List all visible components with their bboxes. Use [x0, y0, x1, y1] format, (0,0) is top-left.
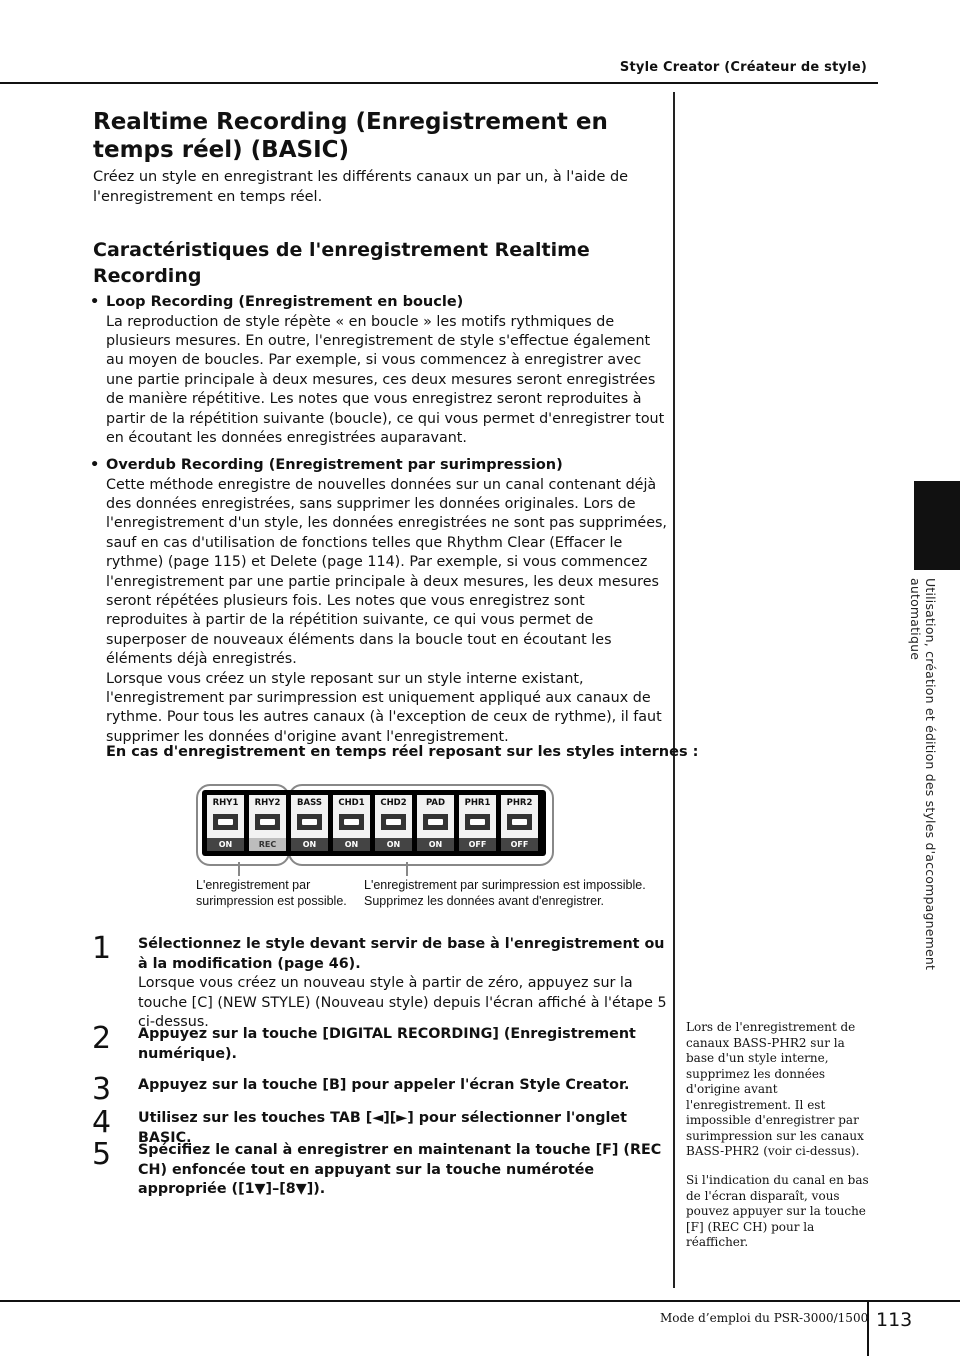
guitar-icon [339, 814, 364, 830]
channel-name: RHY1 [212, 798, 239, 808]
bullet-title: Loop Recording (Enregistrement en boucle) [106, 294, 464, 310]
page-title: Realtime Recording (Enregistrement en temps réel) (BASIC) [93, 109, 608, 163]
keyboard-icon [381, 814, 406, 830]
channel-name: PHR1 [464, 798, 491, 808]
bullet-dot-icon: • [90, 294, 100, 310]
chapter-tab-label: Utilisation, création et édition des styles d'accompagnement automatique [908, 578, 938, 971]
step-text: Appuyez sur la touche [DIGITAL RECORDING] (Enregistrement numérique). [138, 1026, 636, 1062]
page-number: 113 [876, 1309, 913, 1331]
channel-name: PAD [425, 798, 446, 808]
channel-state: OFF [459, 838, 496, 851]
step-text: Sélectionnez le style devant servir de base à l'enregistrement ou à la modification (page 46). [138, 936, 665, 972]
bullet-dot-icon: • [90, 457, 100, 473]
channel-state: ON [375, 838, 412, 851]
channel-state: OFF [501, 838, 538, 851]
intro-paragraph: Créez un style en enregistrant les différents canaux un par un, à l'aide de l'enregistrement en temps réel. [93, 169, 629, 205]
drum-icon [255, 814, 280, 830]
channel-name: CHD1 [338, 798, 365, 808]
channel-state: ON [207, 838, 244, 851]
step-text: Spécifiez le canal à enregistrer en maintenant la touche [F] (REC CH) enfoncée tout en appuyant sur la touche numérotée appropriée ([1▼]–[8▼]). [138, 1142, 662, 1197]
bullet-body: La reproduction de style répète « en boucle » les motifs rythmiques de plusieurs mesures. En outre, l'enregistrement de style s'effectue également au moyen de boucles. Par exemple, si vous commencez à enregistrer avec une partie principale à deux mesures, ces deux mesures seront enregistrées de manière répétitive. Les notes que vous enregistrez seront reproduites à partir de la répétition suivante (boucle), ce qui vous permet d'enregistrer tout en écoutant les données enregistrées auparavant. [106, 313, 665, 446]
step-number: 4 [92, 1105, 112, 1140]
running-header: Style Creator (Créateur de style) [619, 60, 867, 75]
step-number: 2 [92, 1021, 112, 1056]
step-number: 1 [92, 931, 112, 966]
bullet-title: Overdub Recording (Enregistrement par surimpression) [106, 457, 563, 473]
channel-name: CHD2 [380, 798, 407, 808]
channel-state: ON [291, 838, 328, 851]
channel-state: ON [417, 838, 454, 851]
bullet-overdub-recording [90, 456, 670, 747]
channel-pad [417, 795, 454, 851]
bullet-loop-recording [90, 293, 670, 448]
side-note: Lors de l'enregistrement de canaux BASS-PHR2 sur la base d'un style interne, supprimez les données d'origine avant l'enregistrement. Il est impossible d'enregistrer par surimpression sur les canaux BASS-PHR2 (voir ci-dessus). [686, 1020, 864, 1158]
channel-name: PHR2 [506, 798, 533, 808]
side-note: Si l'indication du canal en bas de l'écran disparaît, vous pouvez appuyer sur la touche [F] (REC CH) pour la réafficher. [686, 1173, 869, 1249]
caption-pointer-left [238, 862, 240, 876]
channel-panel [202, 790, 546, 856]
channel-bass [291, 795, 328, 851]
channel-state: ON [333, 838, 370, 851]
channel-chd1 [333, 795, 370, 851]
step-3 [92, 1072, 667, 1107]
bass-icon [297, 814, 322, 830]
channel-rhy2 [249, 795, 286, 851]
step-number: 5 [92, 1137, 112, 1172]
channel-phr2 [501, 795, 538, 851]
channel-rhy1 [207, 795, 244, 851]
drum-icon [213, 814, 238, 830]
channel-name: BASS [297, 798, 322, 808]
caption-pointer-right [406, 862, 408, 876]
strings-icon [423, 814, 448, 830]
channel-state: REC [249, 838, 286, 851]
step-1 [92, 931, 667, 1033]
footer-rule [0, 1300, 960, 1302]
bullet-body: Cette méthode enregistre de nouvelles données sur un canal contenant déjà des données enregistrées, sans supprimer les données originales. Lors de l'enregistrement d'un style, les données enregistrées ne sont pas supprimées, sauf en cas d'utilisation de fonctions telles que Rhythm Clear (Effacer le rythme) (page 115) et Delete (page 114). Par exemple, si vous commencez l'enregistrement par une partie principale à deux mesures, les deux mesures seront répétées plusieurs fois. Les notes que vous enregistrez sont reproduites à partir de la répétition suivante, ce qui vous permet de superposer de nouveaux éléments dans la boucle tout en écoutant les éléments déjà enregistrés. [106, 476, 667, 668]
phrase-icon [465, 814, 490, 830]
channel-chd2 [375, 795, 412, 851]
caption-overdub-possible: L'enregistrement par surimpression est possible. [196, 878, 347, 908]
step-detail: Lorsque vous créez un nouveau style à partir de zéro, appuyez sur la touche [C] (NEW STYLE) (Nouveau style) depuis l'écran affiché à l'étape 5 ci-dessus. [138, 975, 667, 1030]
manual-title: Mode d’emploi du PSR-3000/1500 [660, 1311, 869, 1325]
channel-name: RHY2 [254, 798, 281, 808]
step-text: Utilisez sur les touches TAB [◄][►] pour sélectionner l'onglet BASIC. [138, 1110, 627, 1146]
header-rule [0, 82, 878, 84]
phrase-icon [507, 814, 532, 830]
footer-divider [867, 1300, 869, 1356]
step-number: 3 [92, 1072, 112, 1107]
caption-overdub-impossible: L'enregistrement par surimpression est impossible. Supprimez les données avant d'enregistrer. [364, 878, 646, 908]
section-title: Caractéristiques de l'enregistrement Realtime Recording [93, 239, 590, 287]
chapter-tab [914, 481, 960, 570]
channel-phr1 [459, 795, 496, 851]
step-2 [92, 1021, 667, 1064]
bullet-body-continued: Lorsque vous créez un style reposant sur un style interne existant, l'enregistrement par surimpression est uniquement appliqué aux canaux de rythme. Pour tous les autres canaux (à l'exception de ceux de rythme), il faut supprimer les données d'origine avant l'enregistrement. [106, 670, 662, 745]
column-divider [673, 92, 675, 1288]
step-text: Appuyez sur la touche [B] pour appeler l'écran Style Creator. [138, 1077, 630, 1093]
step-5 [92, 1137, 667, 1200]
preset-note: En cas d'enregistrement en temps réel reposant sur les styles internes : [106, 744, 699, 760]
